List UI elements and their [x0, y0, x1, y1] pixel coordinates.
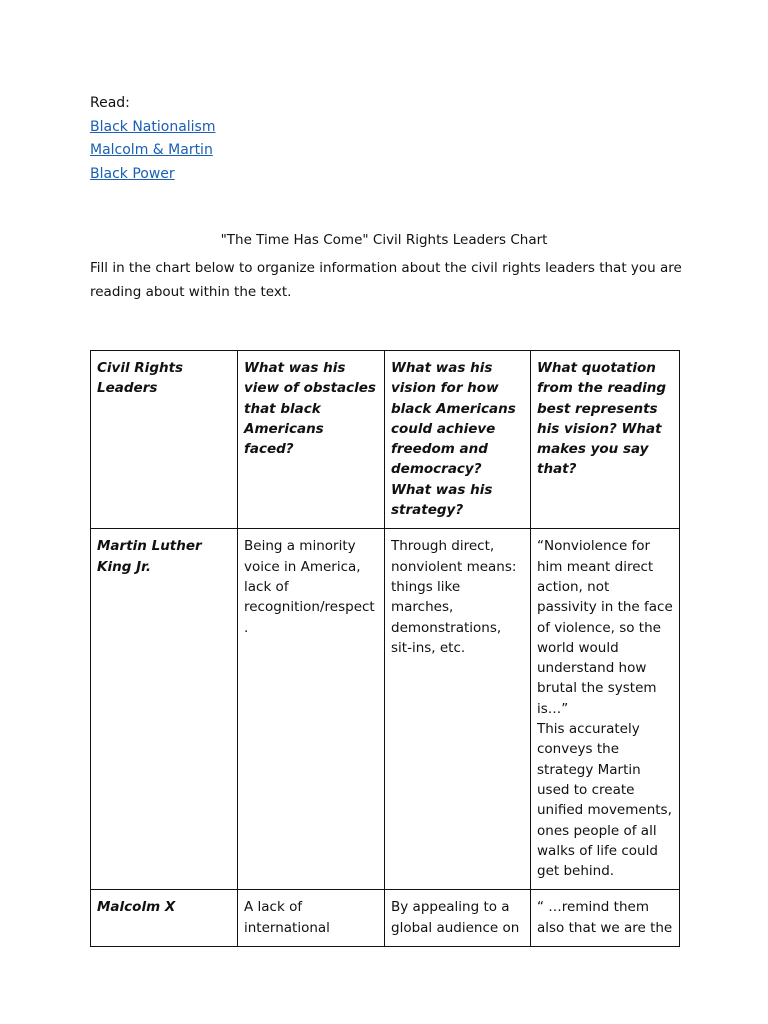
- vision-text: Through direct, nonviolent means: things like marches, demonstrations, sit-ins, etc.: [391, 538, 517, 656]
- leader-name: [91, 890, 238, 947]
- link-black-nationalism[interactable]: Black Nationalism: [90, 118, 216, 135]
- quotation-text: “ …remind them also that we are the: [537, 899, 673, 936]
- obstacles-cell: [238, 529, 385, 890]
- leaders-chart-table: [90, 350, 680, 947]
- read-label: Read:: [90, 95, 130, 111]
- link-malcolm-and-martin[interactable]: Malcolm & Martin: [90, 142, 213, 158]
- header-view-of-obstacles: What was his view of obstacles that black Americans faced?: [238, 351, 385, 529]
- vision-cell: [385, 529, 531, 890]
- table-row: [91, 890, 680, 947]
- table-header-row: [91, 351, 680, 529]
- header-vision-strategy: What was his vision for how black Americans could achieve freedom and democracy? What was his strategy?: [385, 351, 531, 529]
- instructions: Fill in the chart below to organize information about the civil rights leaders that you are reading about within the text.: [90, 260, 682, 300]
- obstacles-text: Being a minority voice in America, lack of recognition/respect.: [244, 538, 375, 636]
- leader-name: Martin Luther King Jr.: [91, 529, 238, 890]
- obstacles-cell: [238, 890, 385, 947]
- vision-text: By appealing to a global audience on: [391, 899, 520, 936]
- quotation-cell: [531, 529, 680, 890]
- link-black-power[interactable]: Black Power: [90, 165, 175, 182]
- obstacles-text: A lack of international: [244, 899, 330, 936]
- quotation-text: “Nonviolence for him meant direct action, not passivity in the face of violence, so the world would understand how brutal the system is…” This accurately conveys the strategy Martin used to create unified movements, ones people of all walks of life could get behind.: [537, 538, 673, 880]
- header-quotation: What quotation from the reading best represents his vision? What makes you say that?: [531, 351, 680, 529]
- header-civil-rights-leaders: Civil Rights Leaders: [91, 351, 238, 529]
- quotation-cell: [531, 890, 680, 947]
- chart-title: "The Time Has Come" Civil Rights Leaders Chart: [220, 232, 548, 248]
- table-row: [91, 529, 680, 890]
- reading-list: [90, 92, 216, 186]
- leader-name-text: Malcolm X: [97, 899, 176, 916]
- vision-cell: [385, 890, 531, 947]
